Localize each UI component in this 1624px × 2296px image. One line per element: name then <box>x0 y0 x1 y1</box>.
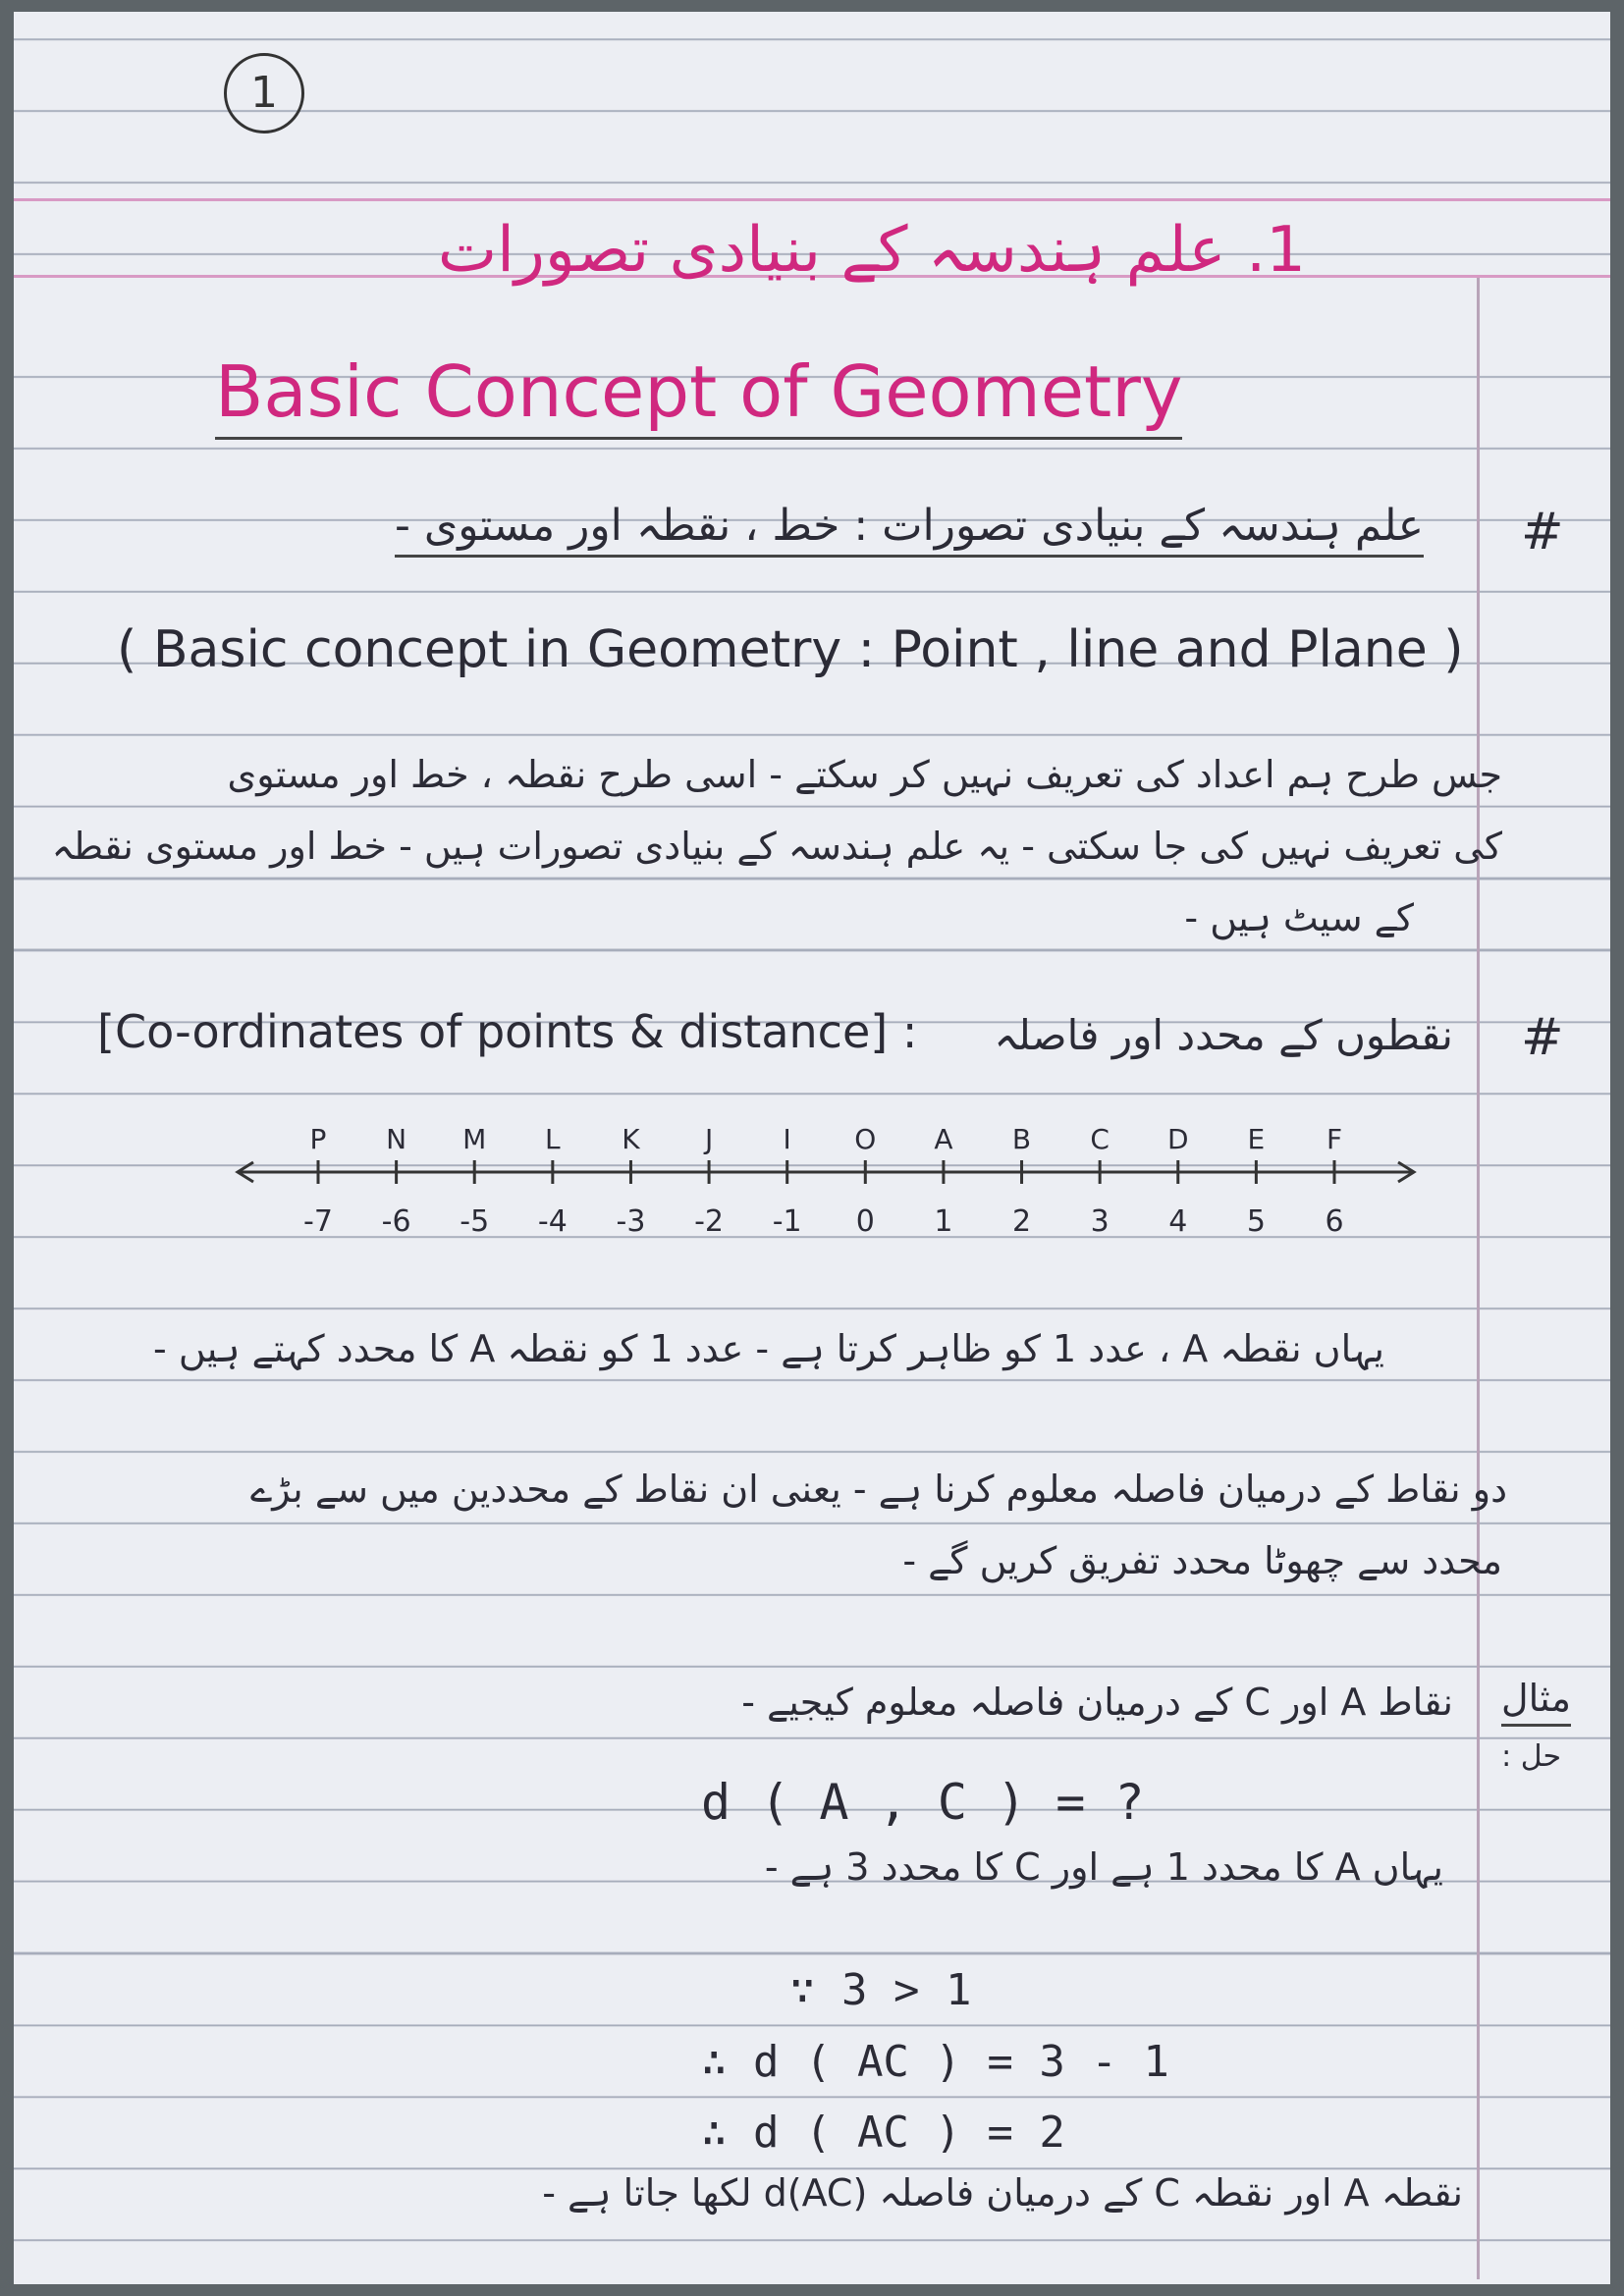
tick-label: -4 <box>537 1204 568 1239</box>
point-label: E <box>1247 1123 1266 1155</box>
tick-label: -5 <box>460 1204 490 1239</box>
point-label: D <box>1166 1123 1189 1155</box>
tick-label: 0 <box>855 1204 875 1239</box>
example-question: نقاط A اور C کے درمیان فاصلہ معلوم کیجیے - <box>741 1681 1453 1724</box>
tick-label: 1 <box>934 1204 953 1239</box>
section1-heading-english: ( Basic concept in Geometry : Point , line and Plane ) <box>117 620 1464 679</box>
distance-line-1: دو نقاط کے درمیان فاصلہ معلوم کرنا ہے - یعنی ان نقاط کے محددین میں سے بڑے <box>249 1468 1507 1511</box>
solution-label: حل : <box>1501 1739 1561 1774</box>
section1-heading-urdu: علم ہندسہ کے بنیادی تصورات : خط ، نقطہ اور مستوی - <box>395 501 1424 558</box>
tick-label: -7 <box>303 1204 333 1239</box>
tick-label: -1 <box>772 1204 802 1239</box>
example-step-3: ∵ 3 > 1 <box>789 1965 972 2015</box>
example-label: مثال <box>1501 1677 1571 1727</box>
point-label: I <box>783 1123 791 1155</box>
point-label: N <box>386 1123 407 1155</box>
tick-label: 3 <box>1090 1204 1110 1239</box>
point-label: M <box>462 1123 487 1155</box>
tick-label: -3 <box>616 1204 646 1239</box>
number-line <box>230 1121 1428 1249</box>
margin-line <box>1477 277 1480 2279</box>
title-urdu: 1. علم ہندسہ کے بنیادی تصورات <box>437 214 1306 287</box>
page-number: 1 <box>224 53 304 133</box>
notebook-page <box>14 12 1610 2284</box>
example-step-5: ∴ d ( AC ) = 2 <box>701 2108 1065 2158</box>
section1-marker: # <box>1521 503 1564 561</box>
point-label: K <box>622 1123 640 1155</box>
title-english: Basic Concept of Geometry <box>215 350 1182 440</box>
pink-rule-top <box>14 198 1610 201</box>
section1-para-line-2: کی تعریف نہیں کی جا سکتی - یہ علم ہندسہ کے بنیادی تصورات ہیں - خط اور مستوی نقطہ <box>51 825 1502 868</box>
section1-para-line-1: جس طرح ہم اعداد کی تعریف نہیں کر سکتے - اسی طرح نقطہ ، خط اور مستوی <box>227 753 1502 796</box>
section2-heading-urdu: نقطوں کے محدد اور فاصلہ <box>994 1011 1453 1059</box>
example-step-4: ∴ d ( AC ) = 3 - 1 <box>701 2037 1169 2087</box>
tick-label: 4 <box>1168 1204 1188 1239</box>
tick-label: 6 <box>1325 1204 1344 1239</box>
tick-label: -2 <box>694 1204 725 1239</box>
explanation-line: یہاں نقطہ A ، عدد 1 کو ظاہر کرتا ہے - عدد 1 کو نقطہ A کا محدد کہتے ہیں - <box>153 1327 1384 1370</box>
point-label: A <box>934 1123 953 1155</box>
example-step-1: d ( A , C ) = ? <box>701 1774 1145 1831</box>
point-label: J <box>704 1123 714 1155</box>
point-label: P <box>309 1123 327 1155</box>
section2-marker: # <box>1521 1008 1564 1067</box>
distance-line-2: محدد سے چھوٹا محدد تفریق کریں گے - <box>902 1539 1502 1582</box>
section2-heading-english: [Co-ordinates of points & distance] : <box>97 1005 918 1058</box>
point-label: L <box>545 1123 561 1155</box>
tick-label: 2 <box>1011 1204 1032 1239</box>
example-step-2: یہاں A کا محدد 1 ہے اور C کا محدد 3 ہے - <box>764 1845 1443 1889</box>
section1-para-line-3: کے سیٹ ہیں - <box>1184 896 1414 939</box>
point-label: F <box>1326 1123 1343 1155</box>
point-label: B <box>1011 1123 1032 1155</box>
tick-label: -6 <box>381 1204 411 1239</box>
point-label: O <box>854 1123 877 1155</box>
tick-label: 5 <box>1246 1204 1266 1239</box>
point-label: C <box>1090 1123 1110 1155</box>
example-conclusion: نقطہ A اور نقطہ C کے درمیان فاصلہ d(AC) لکھا جاتا ہے - <box>542 2171 1463 2215</box>
